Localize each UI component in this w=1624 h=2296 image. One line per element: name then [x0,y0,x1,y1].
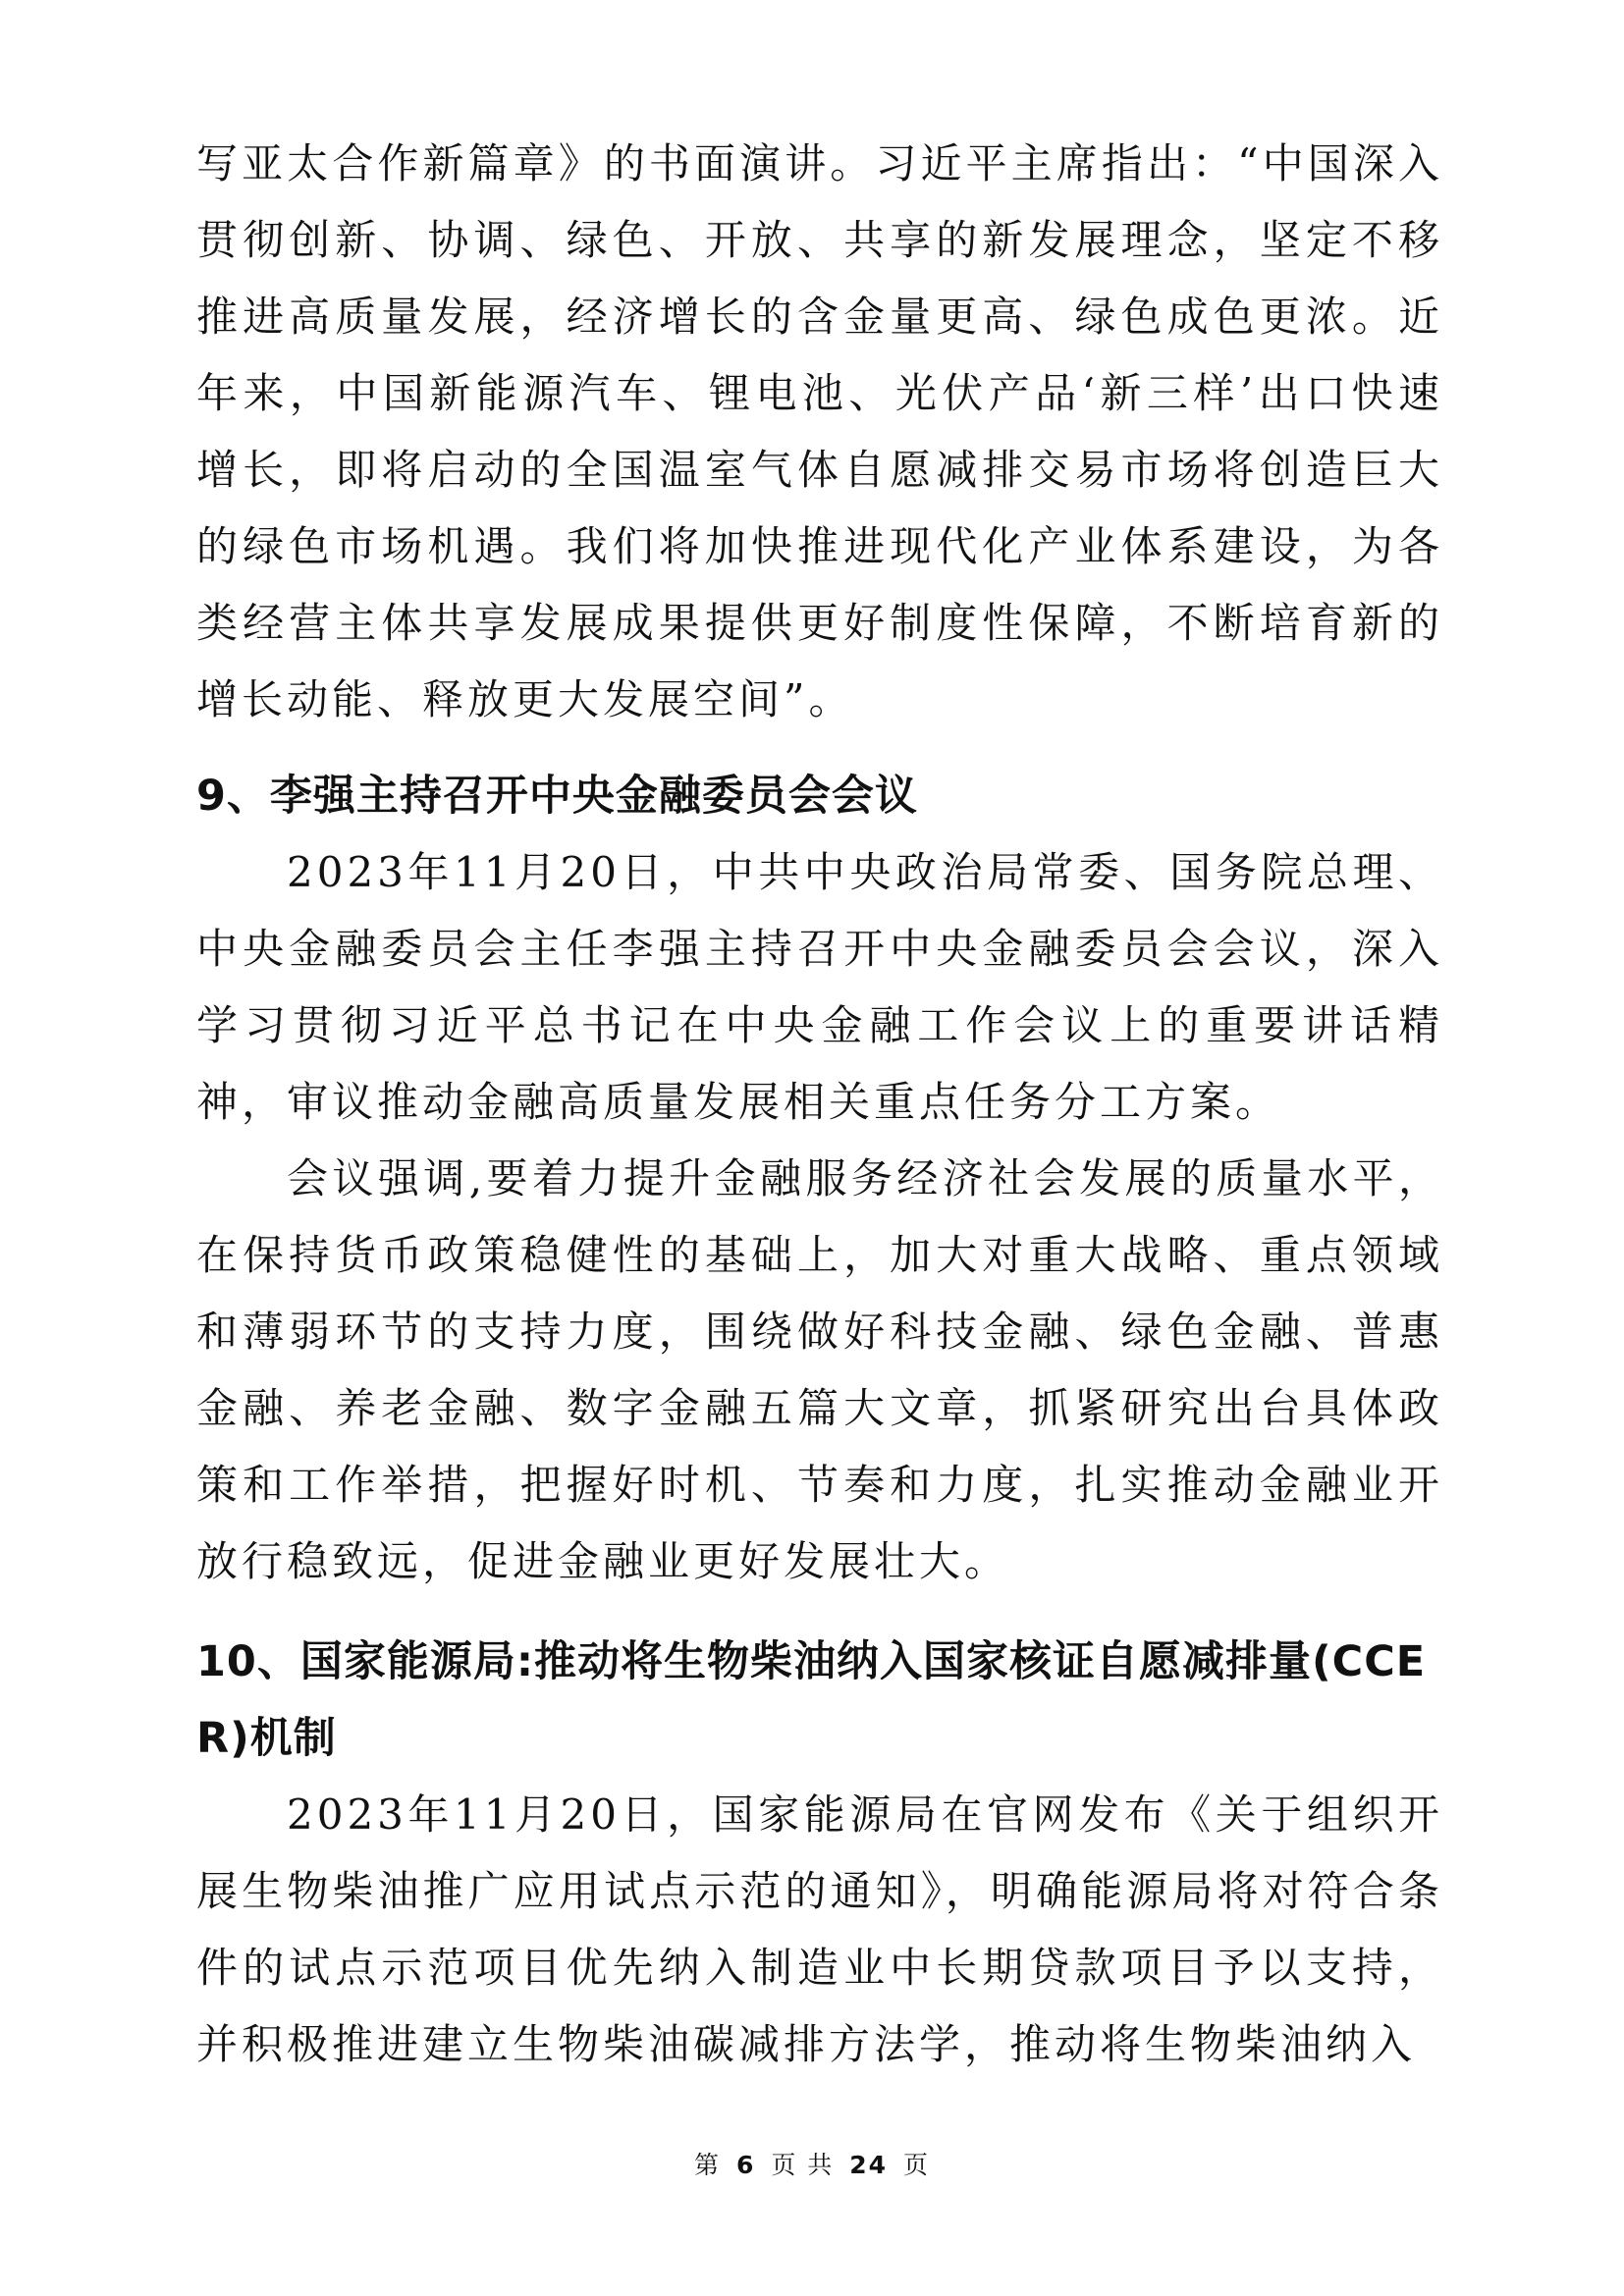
document-body [196,126,1443,2083]
paragraph-biodiesel-notice: 2023年11月20日，国家能源局在官网发布《关于组织开展生物柴油推广应用试点示范的通知》，明确能源局将对符合条件的试点示范项目优先纳入制造业中长期贷款项目予以支持，并积极推进建立生物柴油碳减排方法学，推动将生物柴油纳入 [196,1790,1443,2068]
footer-prefix: 第 [694,2151,722,2179]
paragraph-apec-speech: 写亚太合作新篇章》的书面演讲。习近平主席指出：“中国深入贯彻创新、协调、绿色、开放、共享的新发展理念，坚定不移推进高质量发展，经济增长的含金量更高、绿色成色更浓。近年来，中国新能源汽车、锂电池、光伏产品‘新三样’出口快速增长，即将启动的全国温室气体自愿减排交易市场将创造巨大的绿色市场机遇。我们将加快推进现代化产业体系建设，为各类经营主体共享发展成果提供更好制度性保障，不断培育新的增长动能、释放更大发展空间”。 [196,139,1443,723]
footer-total-pages: 24 [849,2151,889,2179]
section-heading-10: 10、国家能源局:推动将生物柴油纳入国家核证自愿减排量(CCER)机制 [196,1637,1427,1763]
paragraph-finance-committee-meeting: 2023年11月20日，中共中央政治局常委、国务院总理、中央金融委员会主任李强主持召开中央金融委员会会议，深入学习贯彻习近平总书记在中央金融工作会议上的重要讲话精神，审议推动金融高质量发展相关重点任务分工方案。 [196,848,1443,1126]
page-footer [0,2146,1624,2181]
footer-suffix: 页 [902,2151,930,2179]
section-heading-9: 9、李强主持召开中央金融委员会会议 [196,772,918,821]
footer-middle: 页 共 [771,2151,835,2179]
paragraph-meeting-emphasis: 会议强调,要着力提升金融服务经济社会发展的质量水平，在保持货币政策稳健性的基础上，加大对重大战略、重点领域和薄弱环节的支持力度，围绕做好科技金融、绿色金融、普惠金融、养老金融、数字金融五篇大文章，抓紧研究出台具体政策和工作举措，把握好时机、节奏和力度，扎实推动金融业开放行稳致远，促进金融业更好发展壮大。 [196,1154,1443,1585]
footer-current-page: 6 [735,2151,756,2179]
